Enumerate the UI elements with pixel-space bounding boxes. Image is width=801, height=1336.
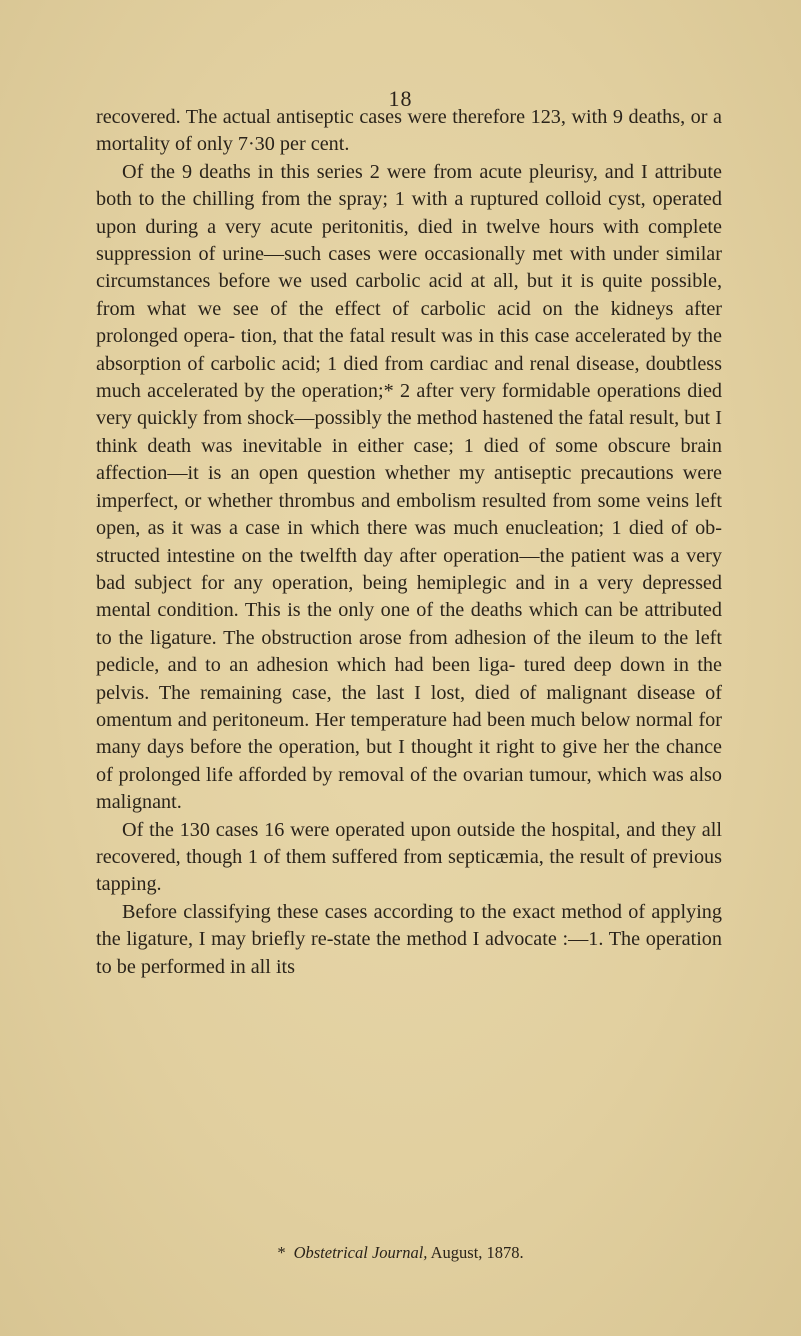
footnote <box>0 1242 801 1264</box>
footnote-date: August, 1878. <box>430 1243 524 1262</box>
footnote-marker: * <box>277 1243 286 1262</box>
paragraph-recovered: recovered. The actual antiseptic cases were therefore 123, with 9 deaths, or a mortality of only 7·30 per cent. <box>96 106 722 156</box>
footnote-source: Obstetrical Journal, <box>293 1243 428 1262</box>
page-number: 18 <box>388 86 413 111</box>
paragraph-deaths: Of the 9 deaths in this series 2 were from acute pleurisy, and I attribute both to the chilling from the spray; 1 with a ruptured colloid cyst, operated upon during a very acute peritonitis, died in twelve hours with complete suppression of urine—such cases were occasionally met with under similar circumstances before we used carbolic acid at all, but it is quite possible, from what we see of the effect of carbolic acid on the kidneys after prolonged opera- tion, that the fatal result was in this case accelerated by the absorption of carbolic acid; 1 died from cardiac and renal disease, doubtless much accelerated by the operation;* 2 after very formidable operations died very quickly from shock—possibly the method hastened the fatal result, but I think death was inevitable in either case; 1 died of some obscure brain affection—it is an open question whether my antiseptic precautions were imperfect, or whether thrombus and embolism resulted from some veins left open, as it was a case in which there was much enucleation; 1 died of ob- structed intestine on the twelfth day after operation—the patient was a very bad subject for any operation, being hemiplegic and in a very depressed mental condition. This is the only one of the deaths which can be attributed to the ligature. The obstruction arose from adhesion of the ileum to the left pedicle, and to an adhesion which had been liga- tured deep down in the pelvis. The remaining case, the last I lost, died of malignant disease of omentum and peritoneum. Her temperature had been much below normal for many days before the operation, but I thought it right to give her the chance of prolonged life afforded by removal of the ovarian tumour, which was also malignant. <box>96 160 722 814</box>
body-text <box>96 104 722 981</box>
paragraph-ligature-method: Before classifying these cases according to the exact method of applying the ligature, I may briefly re-state the method I advocate :—1. The operation to be performed in all its <box>96 900 722 978</box>
paragraph-outside-hospital: Of the 130 cases 16 were operated upon outside the hospital, and they all recovered, though 1 of them suffered from septicæmia, the result of previous tapping. <box>96 818 722 896</box>
